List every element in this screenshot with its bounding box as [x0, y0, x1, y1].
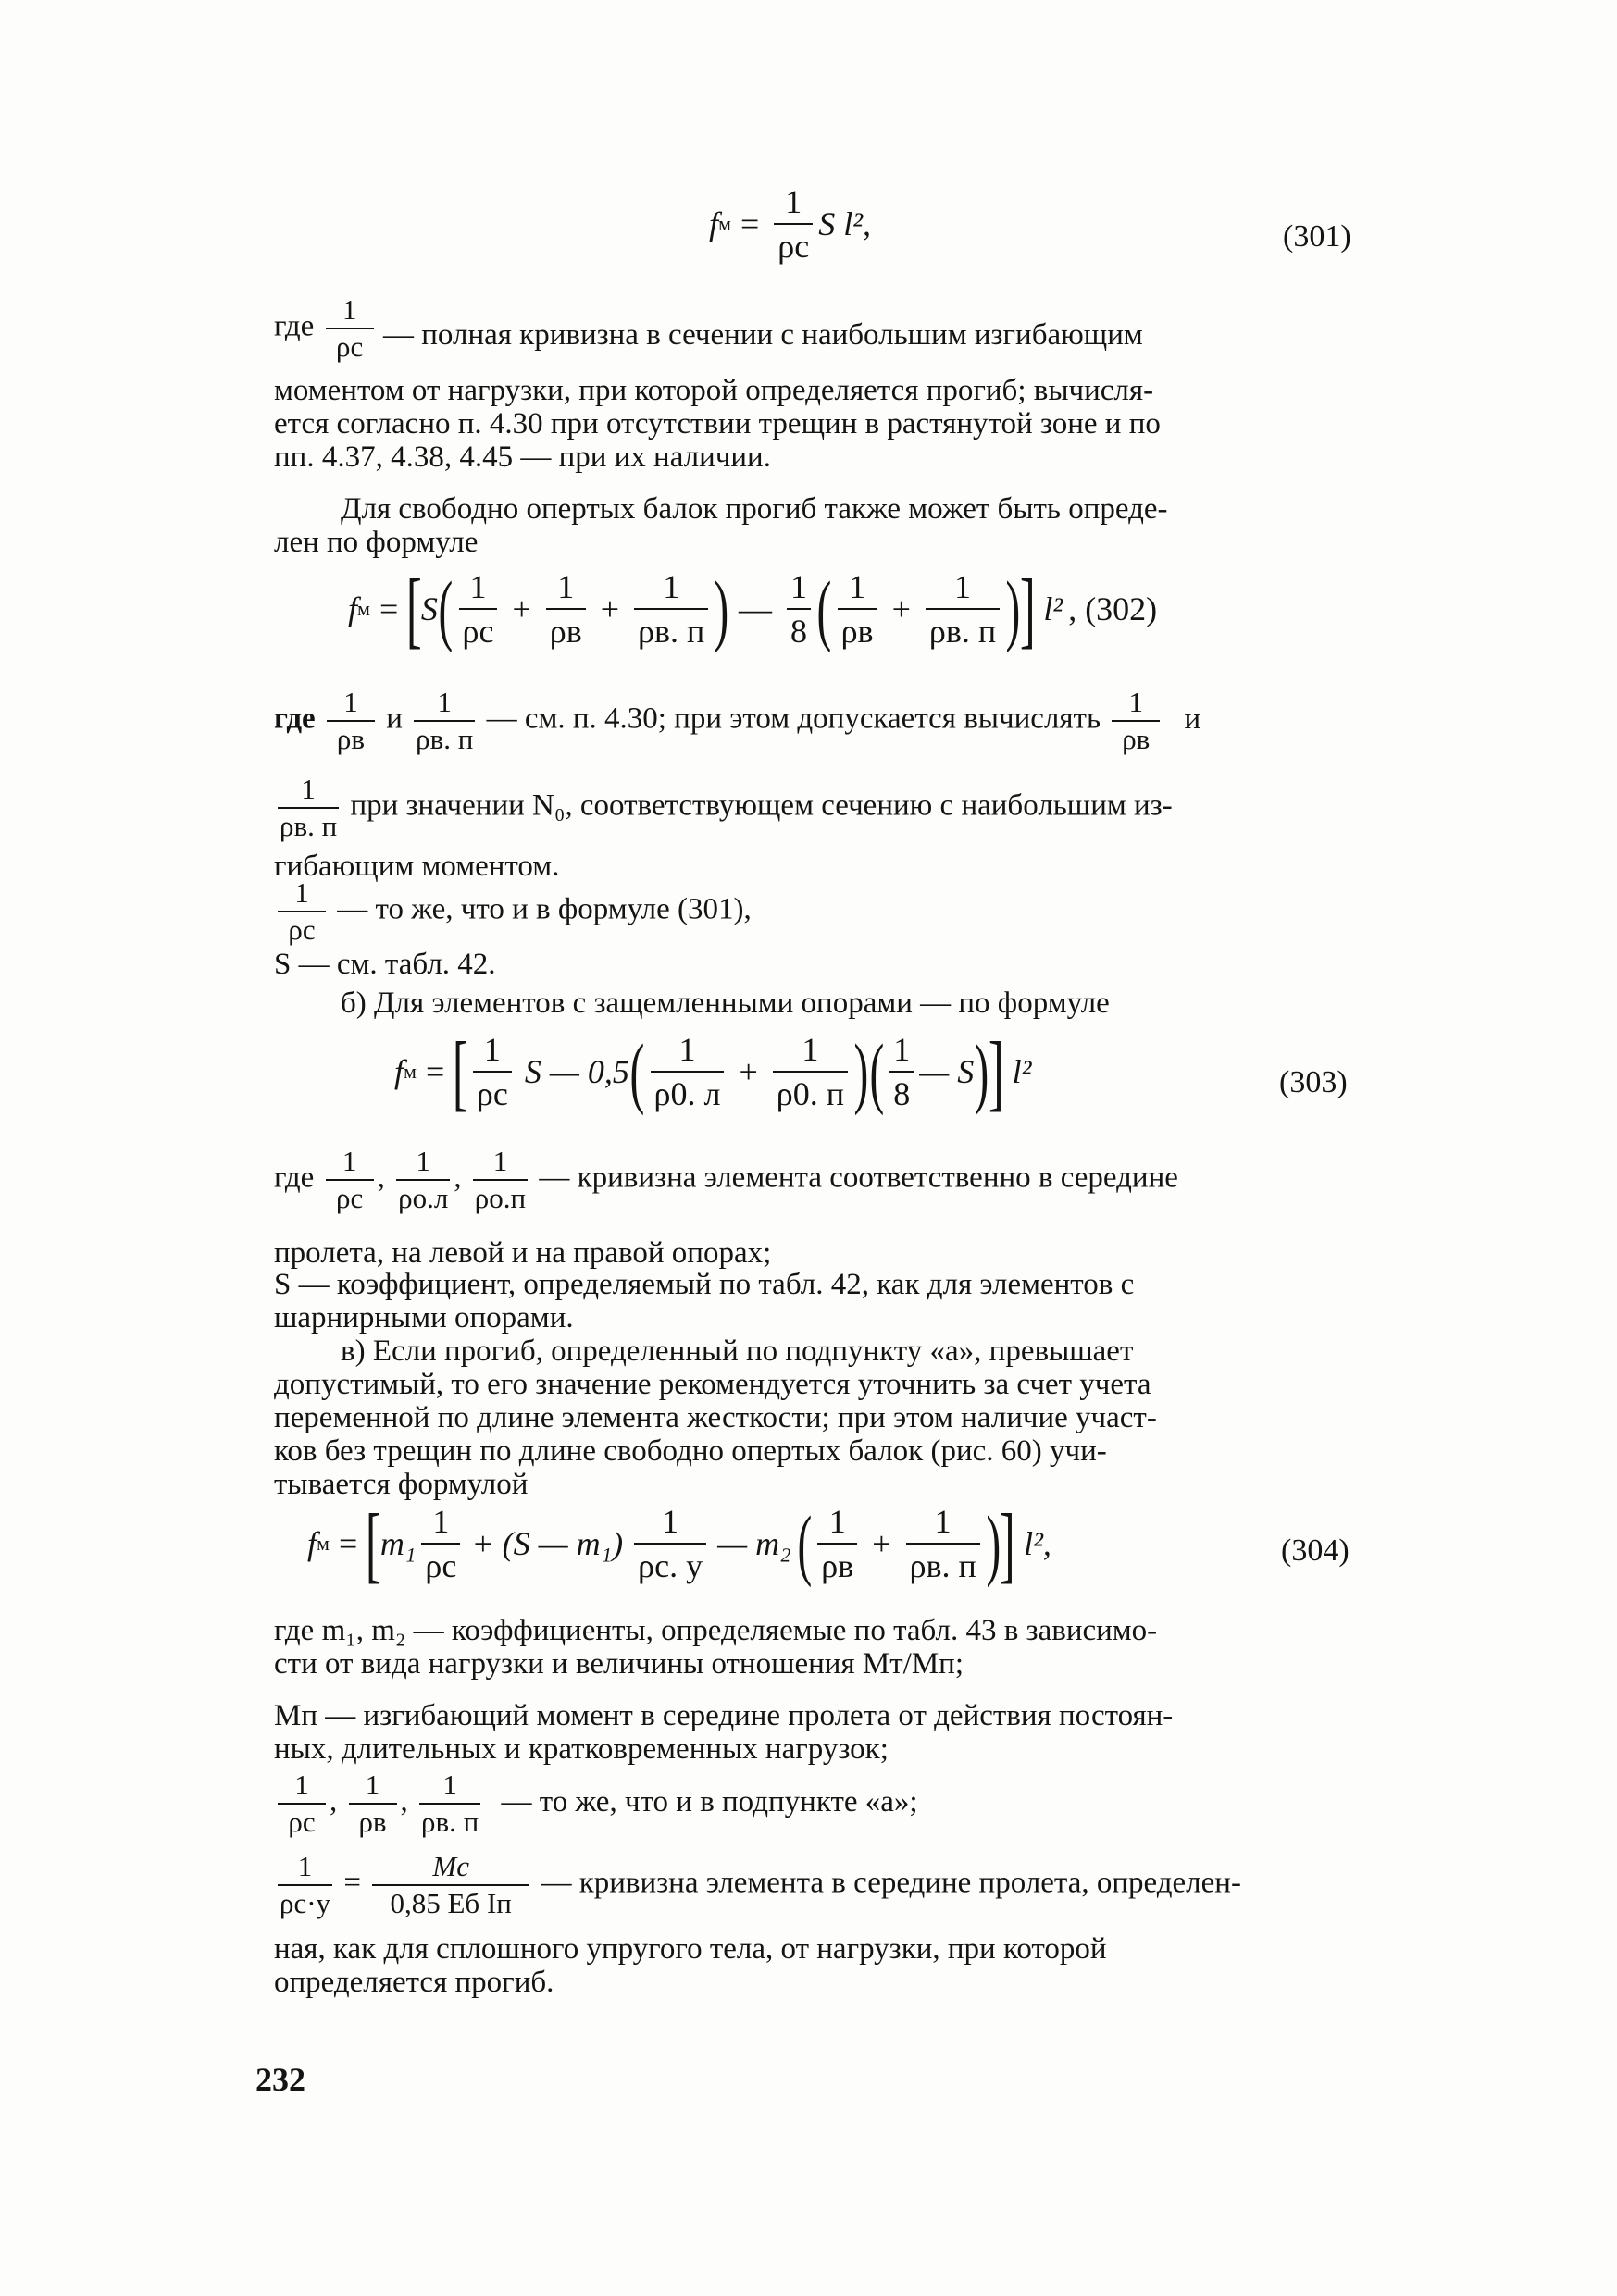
- text-line: — полная кривизна в сечении с наибольшим изгибающим: [383, 318, 1143, 352]
- fraction-denominator: ρc: [335, 330, 364, 363]
- formula-symbol: m₁: [379, 1525, 417, 1562]
- fraction: [473, 1031, 512, 1112]
- fraction-denominator: ρc: [425, 1547, 457, 1584]
- formula-lhs-sub: м: [357, 597, 370, 620]
- equation-number: (301): [1283, 219, 1351, 254]
- formula-lhs: f: [709, 205, 719, 242]
- formula-symbol: — S: [919, 1053, 975, 1090]
- text-line: гибающим моментом.: [274, 850, 560, 883]
- text-line: — кривизна элемента соответственно в середине: [539, 1160, 1178, 1195]
- text-line: S — см. табл. 42.: [274, 948, 496, 981]
- text-line: определяется прогиб.: [274, 1966, 554, 1999]
- fraction: [774, 183, 813, 265]
- text-line: — то же, что и в подпункте «а»;: [501, 1784, 918, 1818]
- formula-lhs-sub: м: [404, 1060, 417, 1083]
- inline-fraction: [372, 1851, 529, 1919]
- where-clause: [274, 1851, 1241, 1919]
- fraction-numerator: 1: [802, 1031, 819, 1068]
- inline-fraction: [326, 1146, 374, 1214]
- formula-symbol: — m₂: [717, 1525, 791, 1562]
- fraction-numerator: 1: [662, 1503, 679, 1540]
- fraction: [421, 1503, 460, 1584]
- text-line: ков без трещин по длине свободно опертых балок (рис. 60) учи-: [274, 1434, 1107, 1468]
- fraction: [787, 568, 811, 650]
- inline-fraction: [419, 1769, 480, 1838]
- fraction-numerator: 1: [294, 876, 309, 909]
- fraction-numerator: 1: [342, 1145, 357, 1177]
- equals-sign: =: [343, 1866, 361, 1900]
- equation-number: (303): [1279, 1065, 1348, 1099]
- formula-lhs-sub: м: [718, 212, 731, 235]
- fraction-denominator: ρc: [777, 228, 810, 265]
- where-clause: [274, 294, 378, 363]
- fraction-denominator: ρо.л: [398, 1182, 449, 1214]
- fraction: [546, 568, 586, 650]
- fraction-denominator: ρв. п: [638, 613, 705, 650]
- formula-302: f м = [ S ( $\frac{1}{\rho c}$ + $\frac{1}{\rho в}$ + $\frac{1}{\rho в. п}$ ) — $\frac{1}{8}$ ( $\frac{1}{\rho в}$ + $\frac{1}{\rho в. п}$ ) ] l² , (302): [348, 562, 1158, 656]
- text-line: переменной по длине элемента жесткости; при этом наличие участ-: [274, 1401, 1157, 1434]
- fraction-numerator: 1: [342, 293, 357, 326]
- fraction: [889, 1031, 914, 1112]
- text-line: при значении N₀, соответствующем сечению с наибольшим из-: [350, 788, 1173, 823]
- fraction-denominator: ρв. п: [909, 1547, 976, 1584]
- text-line: в) Если прогиб, определенный по подпункту «а», превышает: [341, 1334, 1134, 1368]
- inline-fraction: [1112, 687, 1160, 755]
- fraction-numerator: 1: [469, 568, 487, 605]
- fraction: [634, 1503, 706, 1584]
- fraction: [459, 568, 498, 650]
- inline-fraction: [278, 774, 339, 842]
- formula-symbol: + (S — m₁): [471, 1525, 624, 1562]
- fraction-numerator: 1: [442, 1769, 457, 1801]
- fraction: [926, 568, 1000, 650]
- text-line: тывается формулой: [274, 1468, 529, 1501]
- where-clause: [274, 877, 752, 946]
- text-line: моментом от нагрузки, при которой определяется прогиб; вычисля-: [274, 374, 1154, 407]
- fraction-denominator: ρc. у: [638, 1547, 703, 1584]
- text-line: б) Для элементов с защемленными опорами — по формуле: [341, 987, 1110, 1020]
- where-label: где: [274, 701, 316, 736]
- text-line: Для свободно опертых балок прогиб также может быть опреде-: [341, 492, 1168, 526]
- inline-fraction: [327, 687, 375, 755]
- text-line: допустимый, то его значение рекомендуется уточнить за счет учета: [274, 1368, 1151, 1401]
- formula-tail: l²: [1043, 590, 1063, 627]
- fraction-denominator: ρв: [549, 613, 582, 650]
- inline-fraction: [278, 877, 326, 946]
- formula-304: f м = [ m₁ $\frac{1}{\rho c}$ + (S — m₁) $\frac{1}{\rho c. у}$ — m₂ ( $\frac{1}{\rho в}$ + $\frac{1}{\rho в. п}$ ) ] l²,: [307, 1496, 1051, 1591]
- text-line: ных, длительных и кратковременных нагрузок;: [274, 1732, 889, 1766]
- formula-lhs: f: [307, 1525, 317, 1562]
- inline-fraction: [326, 294, 374, 363]
- text-line: — кривизна элемента в середине пролета, определен-: [541, 1866, 1241, 1900]
- fraction-denominator: ρc: [288, 913, 316, 946]
- fraction-numerator: Mc: [432, 1850, 469, 1882]
- fraction: [838, 568, 877, 650]
- text-line: пп. 4.37, 4.38, 4.45 — при их наличии.: [274, 441, 771, 474]
- fraction-numerator: 1: [893, 1031, 911, 1068]
- fraction-denominator: ρв: [358, 1806, 387, 1838]
- text-line: ная, как для сплошного упругого тела, от нагрузки, при которой: [274, 1932, 1107, 1966]
- fraction-numerator: 1: [301, 773, 316, 805]
- text-line: шарнирными опорами.: [274, 1301, 574, 1334]
- formula-lhs: f: [394, 1053, 404, 1090]
- fraction-numerator: 1: [849, 568, 866, 605]
- fraction-denominator: ρо.п: [474, 1182, 527, 1214]
- fraction-numerator: 1: [492, 1145, 508, 1177]
- fraction: [651, 1031, 725, 1112]
- fraction-numerator: 1: [934, 1503, 952, 1540]
- fraction-denominator: ρc: [462, 613, 494, 650]
- fraction-numerator: 1: [294, 1769, 309, 1801]
- fraction-denominator: ρc: [288, 1806, 316, 1838]
- fraction-denominator: ρв: [1122, 723, 1151, 755]
- formula-tail: l²: [1012, 1053, 1032, 1090]
- fraction-numerator: 1: [416, 1145, 430, 1177]
- fraction: [906, 1503, 980, 1584]
- where-clause: [274, 774, 1173, 842]
- fraction: [817, 1503, 857, 1584]
- text-word: и: [386, 701, 403, 736]
- formula-301: f м = $\frac{1}{\rho c}$ S l²,: [709, 183, 871, 265]
- formula-lhs-sub: м: [317, 1532, 330, 1555]
- fraction-numerator: 1: [678, 1031, 696, 1068]
- fraction-denominator: ρ0. п: [776, 1075, 844, 1112]
- text-line: ется согласно п. 4.30 при отсутствии трещин в растянутой зоне и по: [274, 407, 1161, 441]
- where-label: где: [274, 309, 315, 343]
- fraction-numerator: 1: [790, 568, 807, 605]
- fraction-denominator: ρв: [336, 723, 365, 755]
- fraction-denominator: ρв. п: [421, 1806, 479, 1838]
- inline-fraction: [278, 1769, 326, 1838]
- fraction-numerator: 1: [953, 568, 971, 605]
- fraction-numerator: 1: [343, 686, 358, 718]
- fraction-denominator: 8: [790, 613, 807, 650]
- inline-fraction: [396, 1146, 450, 1214]
- inline-fraction: [473, 1146, 528, 1214]
- fraction-numerator: 1: [663, 568, 680, 605]
- fraction-denominator: 8: [893, 1075, 911, 1112]
- fraction-denominator: ρв: [821, 1547, 854, 1584]
- inline-fraction: [349, 1769, 397, 1838]
- fraction-denominator: ρв. п: [416, 723, 474, 755]
- text-line: где m₁, m₂ — коэффициенты, определяемые по табл. 43 в зависимо-: [274, 1614, 1158, 1647]
- where-clause: $\frac{1}{\rho c}$ , $\frac{1}{\rho в}$ , $\frac{1}{\rho в. п}$ — то же, что и в подпункте «а»;: [274, 1769, 918, 1838]
- fraction-numerator: 1: [437, 686, 452, 718]
- equation-number: (304): [1281, 1533, 1350, 1568]
- fraction-denominator: ρc: [476, 1075, 508, 1112]
- fraction-numerator: 1: [1128, 686, 1143, 718]
- fraction-numerator: 1: [557, 568, 575, 605]
- formula-symbol: S: [420, 590, 438, 627]
- fraction-numerator: 1: [432, 1503, 450, 1540]
- formula-lhs: f: [348, 590, 358, 627]
- fraction-denominator: 0,85 Eб Iп: [390, 1887, 512, 1919]
- text-line: сти от вида нагрузки и величины отношения Mт/Mп;: [274, 1647, 964, 1681]
- equation-number: , (302): [1068, 590, 1158, 627]
- fraction-numerator: 1: [297, 1850, 313, 1882]
- inline-fraction: [278, 1851, 332, 1919]
- text-line: Mп — изгибающий момент в середине пролета от действия постоян-: [274, 1699, 1174, 1732]
- fraction-denominator: ρ0. л: [653, 1075, 721, 1112]
- page-number: 232: [255, 2061, 305, 2098]
- fraction-denominator: ρв: [840, 613, 874, 650]
- fraction-numerator: 1: [483, 1031, 501, 1068]
- fraction-numerator: 1: [785, 183, 802, 220]
- fraction-numerator: 1: [365, 1769, 380, 1801]
- fraction-denominator: ρв. п: [928, 613, 997, 650]
- where-clause: [274, 687, 1200, 755]
- fraction: [634, 568, 708, 650]
- fraction-denominator: ρc: [335, 1182, 364, 1214]
- fraction-denominator: ρc·у: [280, 1887, 331, 1919]
- fraction: [773, 1031, 848, 1112]
- formula-tail: l²,: [1024, 1525, 1051, 1562]
- text-line: лен по формуле: [274, 526, 479, 559]
- inline-fraction: [414, 687, 475, 755]
- text-line: — см. п. 4.30; при этом допускается вычислять: [486, 701, 1101, 736]
- text-word: и: [1184, 701, 1201, 736]
- where-label: где: [274, 1160, 315, 1195]
- formula-303: f м = [ $\frac{1}{\rho c}$ S — 0,5 ( $\frac{1}{\rho 0. л}$ + $\frac{1}{\rho 0. п}$ ) ( $\frac{1}{8}$ — S ) ] l²: [394, 1024, 1032, 1119]
- formula-tail: S l²,: [818, 205, 871, 242]
- text-line: S — коэффициент, определяемый по табл. 42, как для элементов с: [274, 1268, 1135, 1301]
- fraction-numerator: 1: [828, 1503, 846, 1540]
- fraction-denominator: ρв. п: [280, 810, 338, 842]
- formula-symbol: S — 0,5: [524, 1053, 629, 1090]
- text-line: — то же, что и в формуле (301),: [337, 892, 752, 926]
- text-line: пролета, на левой и на правой опорах;: [274, 1236, 772, 1270]
- where-clause: где $\frac{1}{\rho c}$ , $\frac{1}{\rho о.л}$ , $\frac{1}{\rho о.п}$ — кривизна элемента соответственно в середине: [274, 1145, 1178, 1214]
